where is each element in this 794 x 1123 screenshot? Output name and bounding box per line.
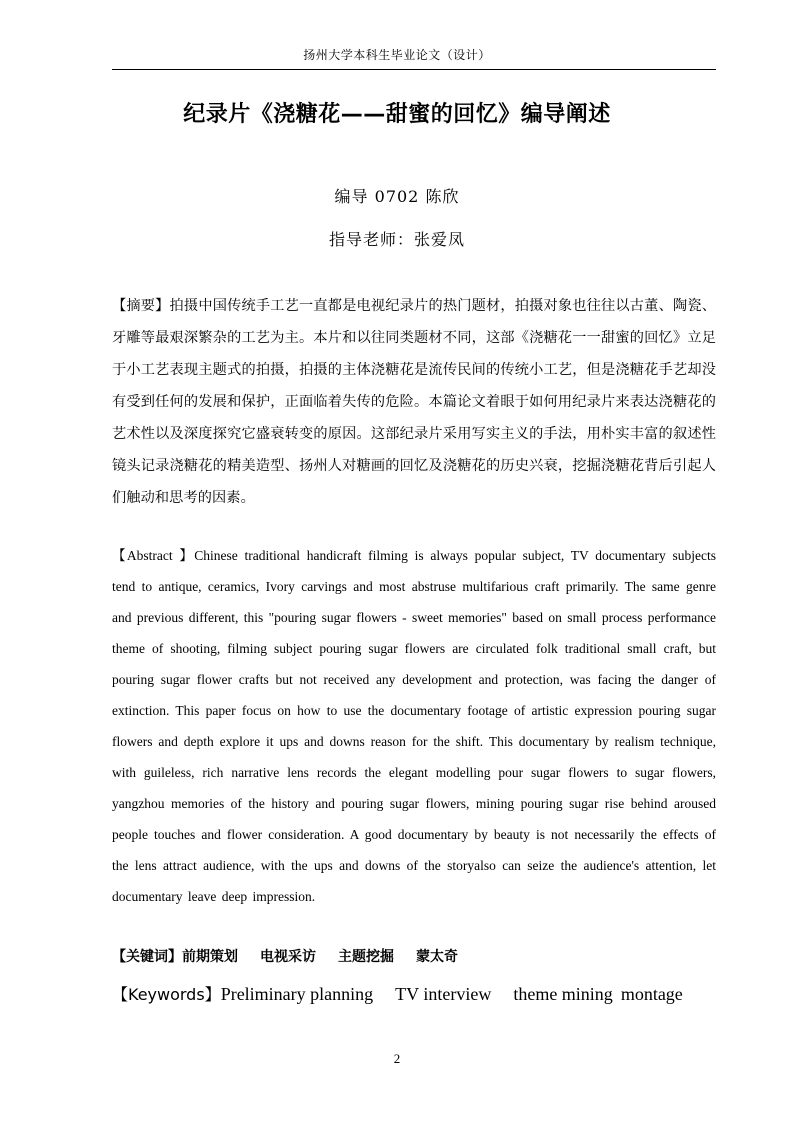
- abstract-chinese-text: 拍摄中国传统手工艺一直都是电视纪录片的热门题材，拍摄对象也往往以古董、陶瓷、牙雕等最艰深繁杂的工艺为主。本片和以往同类题材不同，这部《浇糖花一一甜蜜的回忆》立足于小工艺表现主题式的拍摄，拍摄的主体浇糖花是流传民间的传统小工艺，但是浇糖花手艺却没有受到任何的发展和保护，正面临着失传的危险。本篇论文着眼于如何用纪录片来表达浇糖花的艺术性以及深度探究它盛衰转变的原因。这部纪录片采用写实主义的手法，用朴实丰富的叙述性镜头记录浇糖花的精美造型、扬州人对糖画的回忆及浇糖花的历史兴衰，挖掘浇糖花背后引起人们触动和思考的因素。: [112, 298, 716, 506]
- keyword-item: 主题挖掘: [338, 949, 394, 965]
- running-header: 扬州大学本科生毕业论文（设计）: [303, 48, 491, 62]
- keyword-item: 电视采访: [260, 949, 316, 965]
- abstract-chinese-label: 【摘要】: [112, 298, 170, 314]
- header-rule: [112, 69, 716, 70]
- document-title: 纪录片《浇糖花——甜蜜的回忆》编导阐述: [183, 102, 611, 127]
- keyword-item: Preliminary planning: [220, 984, 374, 1004]
- keyword-item: TV interview: [395, 984, 492, 1004]
- keywords-chinese: [112, 946, 458, 966]
- abstract-english-label: 【Abstract 】: [112, 548, 195, 563]
- keywords-chinese-label: 【关键词】: [112, 949, 182, 965]
- keyword-item: 蒙太奇: [416, 949, 458, 965]
- author-line: 编导 0702 陈欣: [334, 187, 460, 206]
- abstract-chinese: [112, 290, 716, 514]
- keywords-english: [112, 982, 683, 1005]
- advisor-line: 指导老师：张爱凤: [328, 230, 465, 249]
- keywords-english-label: 【Keywords】: [112, 985, 221, 1004]
- keyword-item: 前期策划: [182, 949, 238, 965]
- keyword-item: montage: [620, 984, 683, 1004]
- abstract-english-text: Chinese traditional handicraft filming is always popular subject, TV documentary subjects tend to antique, ceramics, Ivory carvings and most abstruse multifarious craft primarily. The same genre and previous different, this "pouring sugar flowers - sweet memories" based on small process performance theme of shooting, filming subject pouring sugar flowers are circulated folk traditional small craft, but pouring sugar flower crafts but not received any development and protection, was facing the danger of extinction. This paper focus on how to use the documentary footage of artistic expression pouring sugar flowers and depth explore it ups and downs reason for the shift. This documentary by realism technique, with guileless, rich narrative lens records the elegant modelling pour sugar flowers to sugar flowers, yangzhou memories of the history and pouring sugar flowers, mining pouring sugar rise behind aroused people touches and flower consideration. A good documentary by beauty is not necessarily the effects of the lens attract audience, with the ups and downs of the storyalso can seize the audience's attention, let documentary leave deep impression.: [112, 548, 716, 904]
- page-number: 2: [393, 1051, 401, 1066]
- keyword-item: theme mining: [513, 984, 613, 1004]
- abstract-english: [112, 540, 716, 912]
